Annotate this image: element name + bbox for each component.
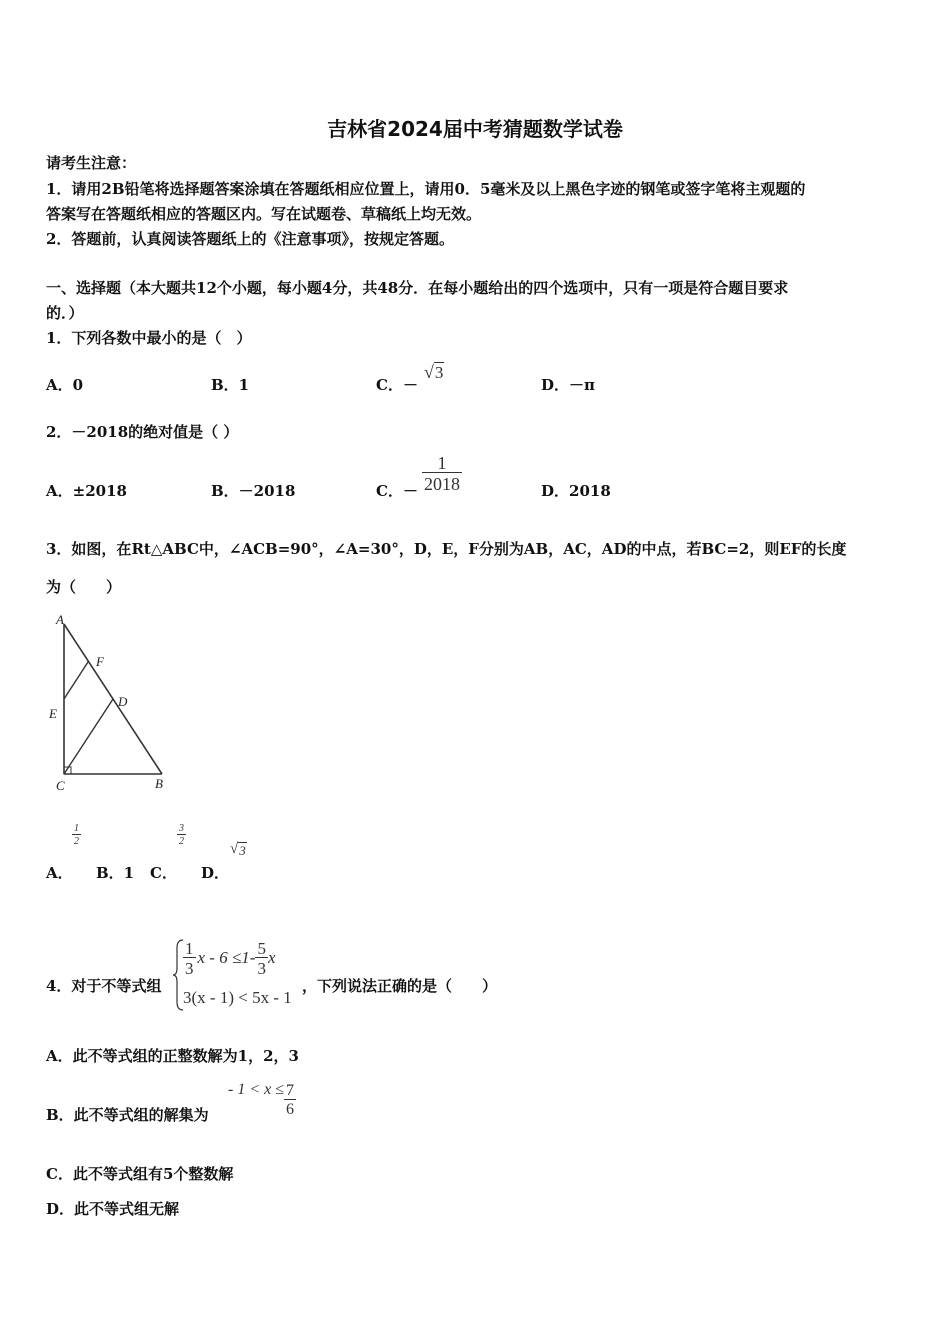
q1-option-b: B．1	[211, 376, 250, 394]
q4-option-b-prefix: B．此不等式组的解集为	[46, 1106, 209, 1124]
q3-option-d-sqrt	[230, 842, 247, 857]
fraction-numerator: 5	[257, 938, 266, 958]
fraction-denominator: 2	[74, 836, 79, 847]
inequality-1-middle: x - 6 ≤1-	[197, 948, 256, 967]
q4-option-d: D．此不等式组无解	[46, 1200, 180, 1218]
fraction-numerator: 3	[179, 823, 184, 834]
fraction-denominator: 2018	[424, 474, 460, 494]
label-e: E	[49, 706, 57, 721]
radical-sign-icon: √	[424, 362, 434, 382]
q3-option-a-fraction	[72, 824, 81, 847]
q2-option-b: B．－2018	[211, 482, 296, 500]
q2-option-c-fraction	[422, 454, 462, 493]
q1-stem: 1．下列各数中最小的是（ ）	[46, 329, 252, 347]
q3-option-b: B．1	[96, 864, 135, 882]
fraction-denominator: 3	[257, 958, 266, 978]
q4-stem-suffix: ，下列说法正确的是（ ）	[302, 977, 498, 995]
q1-option-d: D．－π	[541, 376, 595, 394]
triangle-figure	[46, 612, 178, 796]
notice-line-2: 2．答题前，认真阅读答题纸上的《注意事项》，按规定答题。	[46, 230, 454, 248]
q3-option-d: D．	[201, 864, 230, 882]
fraction-numerator: 7	[286, 1081, 295, 1099]
q1-option-c-prefix: C．－	[376, 376, 418, 394]
q4-option-c: C．此不等式组有5个整数解	[46, 1165, 234, 1183]
fraction-denominator: 3	[185, 958, 194, 978]
label-d: D	[118, 694, 128, 709]
notice-line-1b: 答案写在答题纸相应的答题区内。写在试题卷、草稿纸上均无效。	[46, 205, 482, 223]
q3-stem-line-1: 3．如图，在Rt△ABC中，∠ACB=90°，∠A=30°，D，E，F分别为AB，AC，AD的中点，若BC=2，则EF的长度	[46, 540, 847, 558]
notice-heading: 请考生注意：	[46, 154, 137, 172]
notice-line-1: 1．请用2B铅笔将选择题答案涂填在答题纸相应位置上，请用0．5毫米及以上黑色字迹的钢笔或签字笔将主观题的	[46, 180, 806, 198]
label-f: F	[96, 654, 104, 669]
option-b-inequality: - 1 < x ≤	[228, 1081, 285, 1098]
q4-option-a: A．此不等式组的正整数解为1，2，3	[46, 1047, 299, 1065]
q4-option-b-math	[228, 1078, 296, 1122]
q3-option-c: C．	[150, 864, 177, 882]
q3-stem-line-2: 为（ ）	[46, 578, 122, 596]
q4-stem-prefix: 4．对于不等式组	[46, 977, 162, 995]
q4-inequality-1	[183, 938, 276, 978]
fraction-denominator: 6	[286, 1100, 295, 1118]
q1-option-c-radicand: 3	[434, 363, 444, 382]
fraction-numerator: 1	[74, 823, 79, 834]
q2-option-c-prefix: C．－	[376, 482, 418, 500]
inequality-1-variable: x	[267, 948, 276, 967]
q3-option-d-radicand: 3	[239, 843, 246, 858]
radical-sign-icon: √	[230, 841, 239, 857]
q1-option-c-sqrt	[424, 362, 444, 381]
inequality-1-fraction-a	[183, 940, 196, 977]
inequality-1-fraction-b	[255, 940, 268, 977]
page-title: 吉林省2024届中考猜题数学试卷	[327, 117, 623, 141]
q1-option-c	[376, 374, 418, 395]
fraction-numerator: 1	[437, 453, 447, 473]
option-b-fraction	[284, 1083, 296, 1118]
q2-option-d: D．2018	[541, 482, 611, 500]
fraction-numerator: 1	[185, 938, 194, 958]
q3-option-c-fraction	[177, 824, 186, 847]
label-c: C	[56, 778, 65, 793]
label-b: B	[155, 776, 163, 791]
q1-option-a: A．0	[46, 376, 84, 394]
q2-stem: 2．－2018的绝对值是（ ）	[46, 423, 239, 441]
q3-option-a: A．	[46, 864, 73, 882]
section-heading-line-1: 一、选择题（本大题共12个小题，每小题4分，共48分．在每小题给出的四个选项中，只有一项是符合题目要求	[46, 279, 789, 297]
label-a: A	[56, 612, 64, 627]
fraction-denominator: 2	[179, 836, 184, 847]
section-heading-line-2: 的．）	[46, 304, 84, 322]
q4-inequality-2: 3(x - 1) < 5x - 1	[183, 988, 292, 1007]
q2-option-a: A．±2018	[46, 482, 127, 500]
